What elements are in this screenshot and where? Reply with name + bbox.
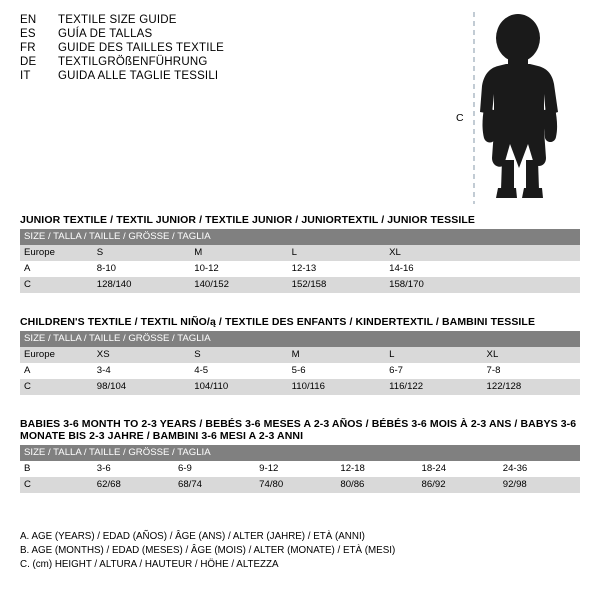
row-label: B [20, 461, 93, 477]
cell: 5-6 [288, 363, 385, 379]
cell: 18-24 [418, 461, 499, 477]
cell: 4-5 [190, 363, 287, 379]
cell: XS [93, 347, 190, 363]
section-babies [20, 418, 580, 493]
legend-item-b: B. AGE (MONTHS) / EDAD (MESES) / ÂGE (MOIS) / ALTER (MONATE) / ETÀ (MESI) [20, 545, 396, 557]
section-title: JUNIOR TEXTILE / TEXTIL JUNIOR / TEXTILE JUNIOR / JUNIORTEXTIL / JUNIOR TESSILE [20, 214, 475, 226]
cell: 8-10 [93, 261, 190, 277]
language-header [20, 14, 440, 84]
table-row [20, 347, 580, 363]
cell: 158/170 [385, 277, 482, 293]
cell: 140/152 [190, 277, 287, 293]
size-table-babies [20, 445, 580, 493]
cell: 9-12 [255, 461, 336, 477]
cell: 116/122 [385, 379, 482, 395]
table-row [20, 261, 580, 277]
cell: XL [385, 245, 482, 261]
language-code: ES [20, 28, 36, 40]
measure-label-c: C [456, 112, 464, 124]
cell: 92/98 [499, 477, 580, 493]
cell: 104/110 [190, 379, 287, 395]
cell: 3-6 [93, 461, 174, 477]
cell: 152/158 [288, 277, 385, 293]
row-label: A [20, 363, 93, 379]
cell: 62/68 [93, 477, 174, 493]
cell: 110/116 [288, 379, 385, 395]
language-code: DE [20, 56, 37, 68]
section-children [20, 316, 580, 395]
cell: 74/80 [255, 477, 336, 493]
cell: 128/140 [93, 277, 190, 293]
cell [483, 277, 580, 293]
table-row [20, 277, 580, 293]
cell: 98/104 [93, 379, 190, 395]
table-row [20, 477, 580, 493]
cell [483, 245, 580, 261]
language-row [20, 42, 440, 54]
row-label: C [20, 277, 93, 293]
section-title: BABIES 3-6 MONTH TO 2-3 YEARS / BEBÉS 3-6 MESES A 2-3 AÑOS / BÉBÉS 3-6 MOIS À 2-3 ANS / BABYS 3-6 MONATE BIS 2-3 JAHRE / BAMBINI 3-6 MESI A 2-3 ANNI [20, 418, 577, 442]
legend-item-a: A. AGE (YEARS) / EDAD (AÑOS) / ÂGE (ANS) / ALTER (JAHRE) / ETÀ (ANNI) [20, 531, 365, 542]
size-table-children [20, 331, 580, 395]
language-code: IT [20, 70, 31, 82]
cell: 6-9 [174, 461, 255, 477]
language-row [20, 14, 440, 26]
language-title: TEXTILE SIZE GUIDE [58, 14, 177, 26]
cell: 7-8 [483, 363, 580, 379]
language-title: GUIDA ALLE TAGLIE TESSILI [58, 70, 219, 82]
legend [20, 530, 580, 573]
section-junior [20, 214, 580, 293]
cell: L [288, 245, 385, 261]
cell: M [190, 245, 287, 261]
row-label: Europe [20, 245, 93, 261]
language-row [20, 56, 440, 68]
legend-item-c: C. (cm) HEIGHT / ALTURA / HAUTEUR / HÖHE / ALTEZZA [20, 559, 279, 571]
table-row [20, 379, 580, 395]
row-label: Europe [20, 347, 93, 363]
table-row [20, 461, 580, 477]
cell: 12-13 [288, 261, 385, 277]
cell: 3-4 [93, 363, 190, 379]
row-label: C [20, 477, 93, 493]
language-code: EN [20, 14, 37, 26]
cell: S [190, 347, 287, 363]
table-header-row [20, 331, 580, 347]
language-code: FR [20, 42, 36, 54]
child-silhouette-figure [440, 8, 590, 208]
cell: L [385, 347, 482, 363]
table-header-row [20, 229, 580, 245]
cell: 10-12 [190, 261, 287, 277]
table-row [20, 245, 580, 261]
table-row [20, 363, 580, 379]
cell: 6-7 [385, 363, 482, 379]
cell: 12-18 [336, 461, 417, 477]
cell: 68/74 [174, 477, 255, 493]
language-row [20, 28, 440, 40]
language-title: GUÍA DE TALLAS [58, 28, 153, 40]
size-table-junior [20, 229, 580, 293]
language-row [20, 70, 440, 82]
language-title: TEXTILGRÖßENFÜHRUNG [58, 56, 208, 68]
table-header-label: SIZE / TALLA / TAILLE / GRÖSSE / TAGLIA [20, 331, 580, 347]
cell: XL [483, 347, 580, 363]
table-header-label: SIZE / TALLA / TAILLE / GRÖSSE / TAGLIA [20, 229, 580, 245]
cell: 24-36 [499, 461, 580, 477]
cell: 86/92 [418, 477, 499, 493]
cell: 14-16 [385, 261, 482, 277]
table-header-row [20, 445, 580, 461]
row-label: A [20, 261, 93, 277]
table-header-label: SIZE / TALLA / TAILLE / GRÖSSE / TAGLIA [20, 445, 580, 461]
language-title: GUIDE DES TAILLES TEXTILE [58, 42, 225, 54]
row-label: C [20, 379, 93, 395]
cell: S [93, 245, 190, 261]
cell [483, 261, 580, 277]
cell: 80/86 [336, 477, 417, 493]
silhouette-icon [440, 8, 590, 208]
section-title: CHILDREN'S TEXTILE / TEXTIL NIÑO/ą / TEXTILE DES ENFANTS / KINDERTEXTIL / BAMBINI TESSILE [20, 316, 536, 328]
cell: M [288, 347, 385, 363]
cell: 122/128 [483, 379, 580, 395]
